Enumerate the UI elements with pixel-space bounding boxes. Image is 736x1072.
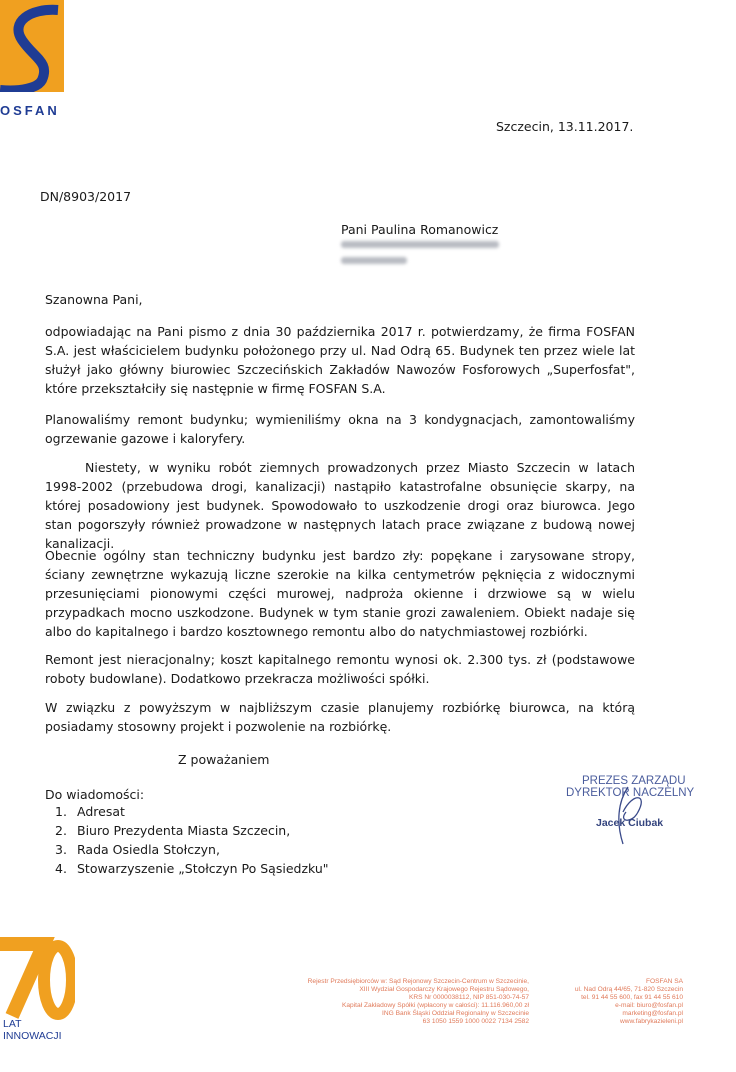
paragraph: Planowaliśmy remont budynku; wymieniliśmy okna na 3 kondygnacjach, zamontowaliśmy ogrzewanie gazowe i kaloryfery. [45, 412, 635, 446]
list-item: 3. Rada Osiedla Stołczyn, [55, 842, 220, 857]
paragraph: Niestety, w wyniku robót ziemnych prowadzonych przez Miasto Szczecin w latach 1998-2002 (przebudowa drogi, kanalizacji) nastąpiło katastrofalne obsunięcie skarpy, na której posadowiony jest budynek. Spowodowało to uszkodzenie drogi oraz biurowca. Jego stan pogorszyły również prowadzone w następnych latach prace związane z budową nowej kanalizacji. [45, 460, 635, 551]
distribution-title: Do wiadomości: [45, 787, 145, 802]
closing: Z poważaniem [178, 752, 270, 767]
official-stamp: PREZES ZARZĄDU DYREKTOR NACZELNY [566, 775, 695, 799]
paragraph: Obecnie ogólny stan techniczny budynku jest bardzo zły: popękane i zarysowane stropy, ściany zewnętrzne wykazują liczne szerokie na kilka centymetrów pęknięcia z widocznymi przesunięciami pionowymi części murowej, nadproża okienne i drzwiowe są w wielu przypadkach mocno uszkodzone. Budynek w tym stanie grozi zawaleniem. Obiekt nadaje się albo do kapitalnego i bardzo kosztownego remontu albo do natychmiastowej rozbiórki. [45, 548, 635, 639]
distribution-list [55, 802, 329, 878]
footer-registry-info: Rejestr Przedsiębiorców w: Sąd Rejonowy Szczecin-Centrum w Szczecinie, XIII Wydział Gospodarczy Krajowego Rejestru Sądowego, KRS Nr 0000038112, NIP 851-030-74-57 Kapitał Zakładowy Spółki (wpłacony w całości): 11.116.960,00 zł ING Bank Śląski Oddział Regionalny w Szczecinie 63 1050 1559 1000 0022 7134 2582 [307, 978, 529, 1025]
paragraph: Remont jest nieracjonalny; koszt kapitalnego remontu wynosi ok. 2.300 tys. zł (podstawowe roboty budowlane). Dodatkowo przekracza możliwości spółki. [45, 652, 635, 686]
logo-text: OSFAN [0, 103, 60, 118]
list-item: 2. Biuro Prezydenta Miasta Szczecin, [55, 823, 291, 838]
recipient-name: Pani Paulina Romanowicz [341, 222, 499, 237]
salutation: Szanowna Pani, [45, 292, 143, 307]
fosfan-logo-icon [0, 0, 64, 92]
paragraph: W związku z powyższym w najbliższym czasie planujemy rozbiórkę biurowca, na którą posiadamy stosowny projekt i pozwolenie na rozbiórkę. [45, 700, 635, 734]
list-item: 4. Stowarzyszenie „Stołczyn Po Sąsiedzku" [55, 861, 329, 876]
list-item: 1. Adresat [55, 804, 125, 819]
letter-date: Szczecin, 13.11.2017. [496, 119, 634, 134]
redacted-address-line [341, 241, 499, 248]
footer-contact-info: FOSFAN SA ul. Nad Odrą 44/65, 71-820 Szczecin tel. 91 44 55 600, fax 91 44 55 610 e-mail: biuro@fosfan.pl marketing@fosfan.pl www.fabrykazieleni.pl [574, 978, 683, 1025]
paragraph: odpowiadając na Pani pismo z dnia 30 października 2017 r. potwierdzamy, że firma FOSFAN S.A. jest właścicielem budynku położonego przy ul. Nad Odrą 65. Budynek ten przez wiele lat służył jako główny biurowiec Szczecińskich Zakładów Nawozów Fosforowych „Superfosfat", które przekształciły się następnie w firmę FOSFAN S.A. [45, 324, 635, 396]
signature-scribble-icon [588, 782, 668, 852]
reference-number: DN/8903/2017 [40, 189, 132, 204]
signature-name: Jacek Ciubak [596, 817, 664, 829]
redacted-address-line [341, 257, 407, 264]
anniversary-text: LAT INNOWACJI [3, 1018, 62, 1042]
